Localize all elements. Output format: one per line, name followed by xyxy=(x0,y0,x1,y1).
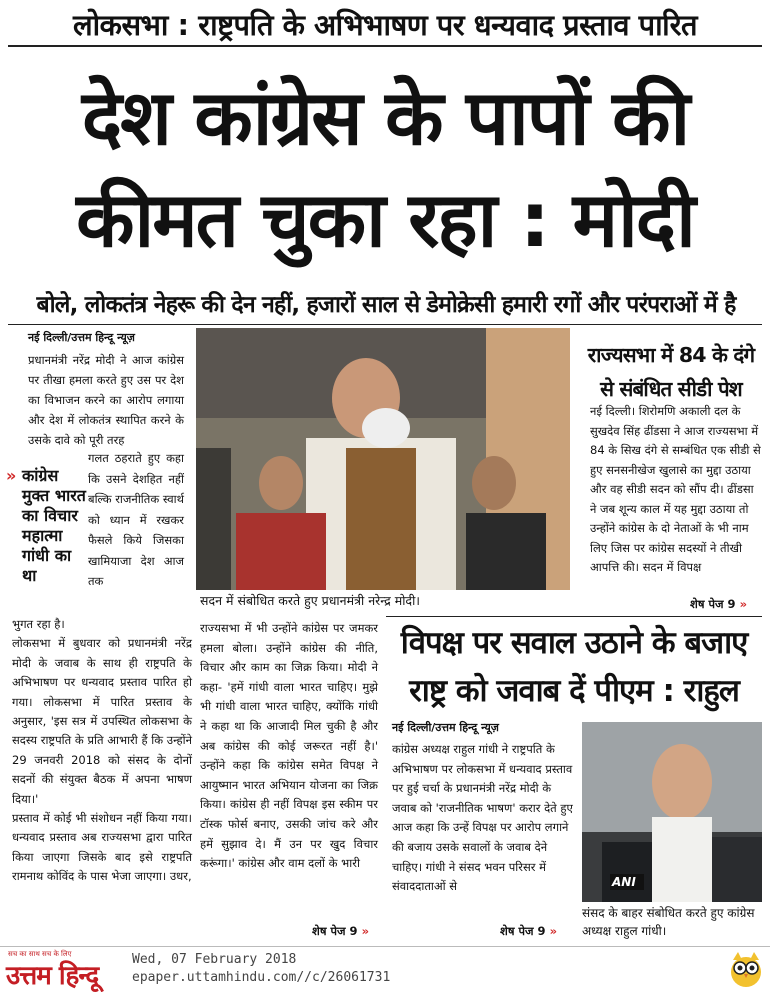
logo-tagline: सच का साथ सच के लिए xyxy=(8,950,72,958)
modi-photo xyxy=(196,328,570,590)
footer-divider xyxy=(0,946,770,947)
second-story-text: कांग्रेस अध्यक्ष राहुल गांधी ने राष्ट्रपति के अभिभाषण पर लोकसभा में धन्यवाद प्रस्ताव पर हुई चर्चा के प्रधानमंत्री नरेंद्र मोदी के जवाब को 'राजनीतिक भाषण' करार देते हुए आज कहा कि उन्हें विपक्ष पर आरोप लगाने की बजाय उसके सवालों के जवाब देने चाहिए। गांधी ने संसद भवन परिसर में संवाददाताओं से xyxy=(392,742,573,894)
arrow-icon: » xyxy=(549,924,557,938)
divider xyxy=(386,616,762,617)
arrow-icon: » xyxy=(739,597,747,611)
divider xyxy=(8,45,762,47)
main-story-text-top: प्रधानमंत्री नरेंद्र मोदी ने आज कांग्रेस पर तीखा हमला करते हुए उस पर देश का विभाजन करने का आरोप लगाया और देश में लोकतंत्र स्थापित करने के उसके दावे को पूरी तरह xyxy=(28,353,184,447)
rahul-photo-caption: संसद के बाहर संबोधित करते हुए कांग्रेस अध्यक्ष राहुल गांधी। xyxy=(582,906,755,938)
side-continued-link[interactable] xyxy=(690,597,747,612)
main-headline-line2: कीमत चुका रहा : मोदी xyxy=(76,175,694,264)
second-headline-line2: राष्ट्र को जवाब दें पीएम : राहुल xyxy=(409,673,739,709)
newspaper-logo[interactable]: उत्तम हिन्दू xyxy=(6,961,99,991)
kicker-headline: लोकसभा : राष्ट्रपति के अभिभाषण पर धन्यवाद प्रस्ताव पारित xyxy=(73,8,697,42)
subheadline: बोले, लोकतंत्र नेहरू की देन नहीं, हजारों साल से डेमोक्रेसी हमारी रगों और परंपराओं में है xyxy=(36,292,736,318)
continued-link[interactable] xyxy=(312,924,369,939)
second-dateline: नई दिल्ली/उत्तम हिन्दू न्यूज़ xyxy=(392,721,499,734)
dateline: नई दिल्ली/उत्तम हिन्दू न्यूज़ xyxy=(28,331,135,344)
main-story-text-wrap: गलत ठहराते हुए कहा कि उसने देशहित नहीं बल्कि राजनीतिक स्वार्थ को ध्यान में रखकर फैसले किये जिसका खामियाजा देश आज तक xyxy=(88,451,185,588)
pullquote xyxy=(6,466,86,610)
photo-caption: सदन में संबोधित करते हुए प्रधानमंत्री नरेन्द्र मोदी। xyxy=(200,593,421,608)
divider xyxy=(8,324,762,325)
epaper-url[interactable]: epaper.uttamhindu.com//c/26061731 xyxy=(132,970,391,985)
side-headline-line1: राज्यसभा में 84 के दंगे xyxy=(587,343,755,367)
second-continued-label: शेष पेज 9 xyxy=(500,924,546,938)
second-headline-line1: विपक्ष पर सवाल उठाने के बजाए xyxy=(400,625,748,661)
side-headline-line2: से संबंधित सीडी पेश xyxy=(600,377,742,401)
arrow-icon: » xyxy=(361,924,369,938)
main-headline-line1: देश कांग्रेस के पापों की xyxy=(81,73,689,162)
second-continued-link[interactable] xyxy=(500,924,557,939)
main-story-text-bottom: भुगत रहा है। लोकसभा में बुधवार को प्रधानमंत्री नरेंद्र मोदी के जवाब के साथ ही राष्ट्रपति के अभिभाषण पर धन्यवाद प्रस्ताव पारित हो गया। लोकसभा में पारित प्रस्ताव के अनुसार, 'इस सत्र में उपस्थित लोकसभा के सदस्य राष्ट्रपति के प्रति आभारी हैं कि उन्होंने 29 जनवरी 2018 को संसद के दोनों सदनों की संयुक्त बैठक में अपना भाषण दिया।' प्रस्ताव में कोई भी संशोधन नहीं किया गया। धन्यवाद प्रस्ताव अब राज्यसभा द्वारा पारित किया जाएगा जिसके बाद इसे राष्ट्रपति रामनाथ कोविंद के पास भेजा जाएगा। उधर, xyxy=(12,617,192,884)
pullquote-arrow-icon: » xyxy=(6,466,17,485)
photo-logo: ANI xyxy=(612,875,636,889)
rahul-photo xyxy=(582,722,762,902)
pullquote-text: कांग्रेस मुक्त भारत का विचार महात्मा गांधी का था xyxy=(22,466,86,585)
continued-label: शेष पेज 9 xyxy=(312,924,358,938)
side-continued-label: शेष पेज 9 xyxy=(690,597,736,611)
main-story-text-col2: राज्यसभा में भी उन्होंने कांग्रेस पर जमकर हमला बोला। उन्होंने कांग्रेस की नीति, विचार और काम का जिक्र किया। मोदी ने कहा- 'हमें गांधी वाला भारत चाहिए। मुझे भी गांधी वाला भारत चाहिए, क्योंकि गांधी ने कहा था कि आजादी मिल चुकी है और अब कांग्रेस की कोई जरूरत नहीं है।' उन्होंने कहा कि कांग्रेस समेत विपक्ष ने आयुष्मान भारत अभियान योजना का जिक्र किया। कांग्रेस ही नहीं विपक्ष इस स्कीम पर टॉस्क फोर्स बनाए, उसकी जांच करे और हमें सुझाव दे। मैं उन पर खुद विचार करूंगा।' कांग्रेस और वाम दलों के भारी xyxy=(200,621,378,871)
owl-icon[interactable] xyxy=(728,950,764,988)
side-story-text: नई दिल्ली। शिरोमणि अकाली दल के सुखदेव सिंह ढींडसा ने आज राज्यसभा में 84 के सिख दंगे से सम्बंधित एक सीडी से हुए सनसनीखेज खुलासे का मुद्दा उठाया और वह सीडी सदन को सौंप दी। ढींडसा ने जब शून्य काल में यह मुद्दा उठाया तो उन्होंने कांग्रेस के दो नेताओं के भी नाम लिए जिस पर कांग्रेस सदस्यों ने तीखी आपत्ति की। सदन में विपक्ष xyxy=(590,404,761,574)
edition-date: Wed, 07 February 2018 xyxy=(132,952,297,967)
